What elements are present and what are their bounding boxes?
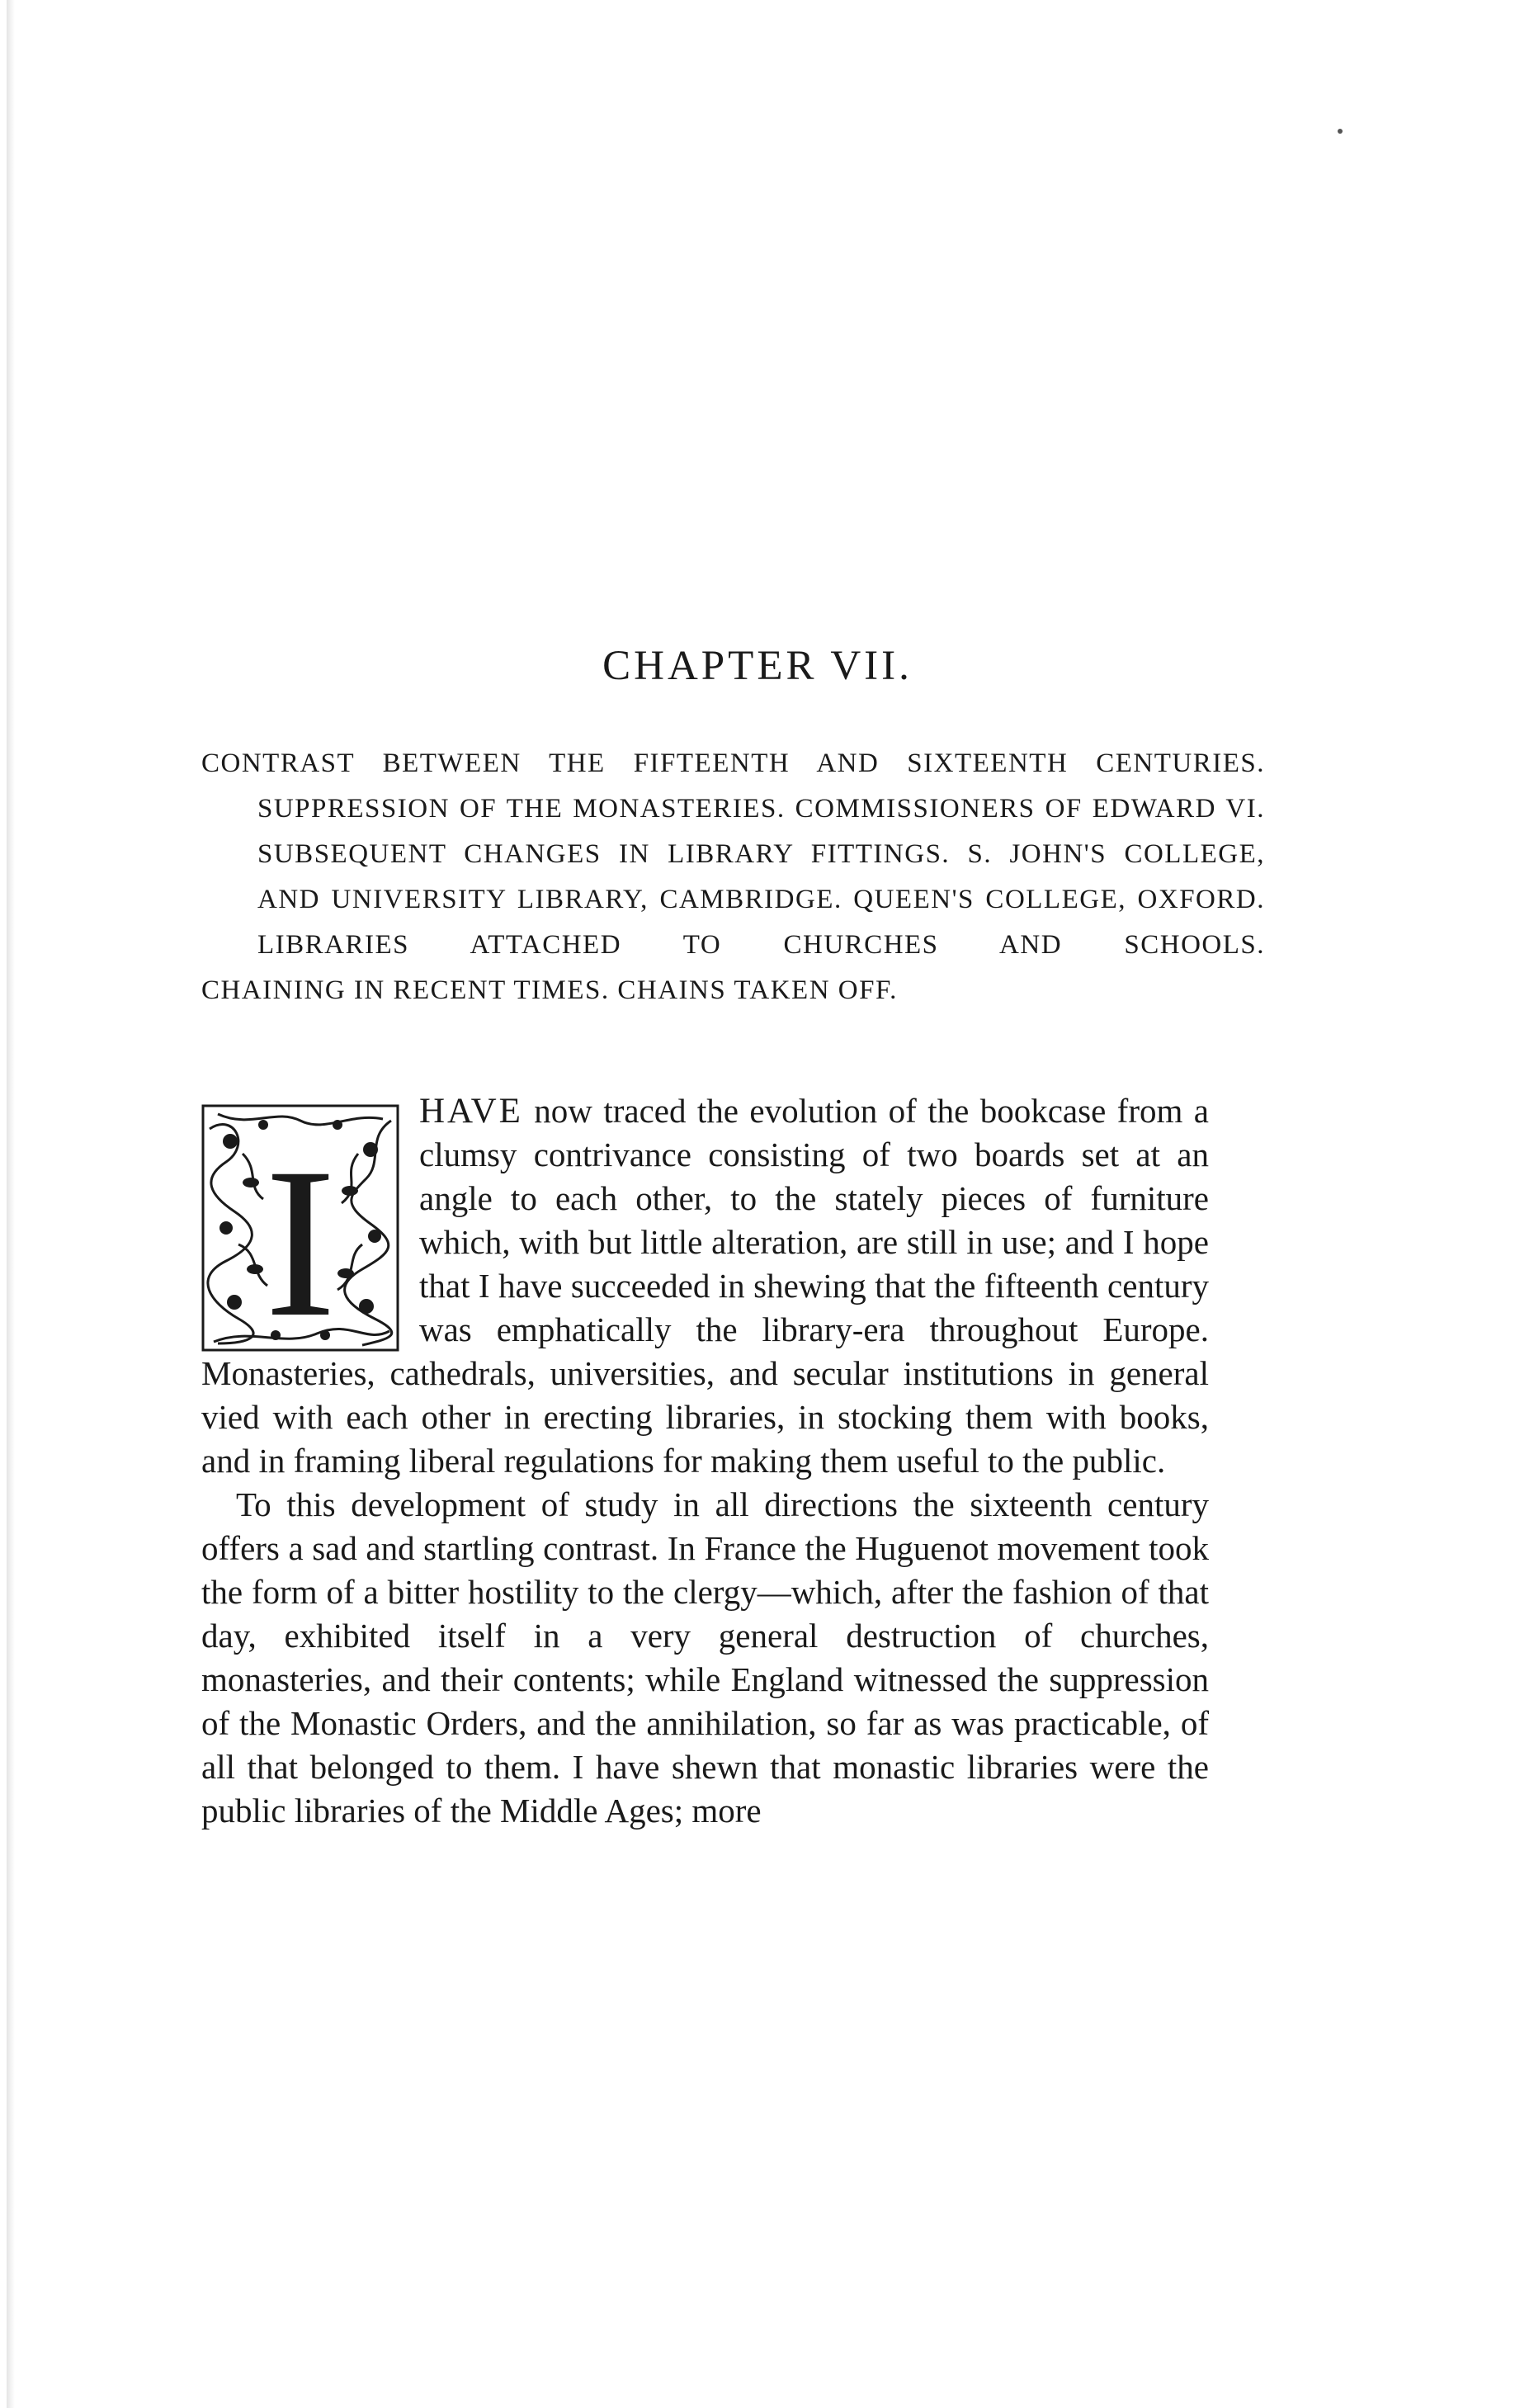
scan-shadow-edge	[7, 0, 15, 2408]
synopsis-last-line: CHAINING IN RECENT TIMES. CHAINS TAKEN OFF.	[201, 975, 898, 1005]
chapter-synopsis	[201, 741, 1265, 1013]
paragraph-2: To this development of study in all directions the sixteenth century offers a sad and startling contrast. In France the Huguenot movement took the form of a bitter hostility to the clergy—which, after the fashion of that day, exhibited itself in a very general destruction of churches, monasteries, and their contents; while England witnessed the suppression of the Monastic Orders, and the annihilation, so far as was practicable, of all that belonged to them. I have shewn that monastic libraries were the public libraries of the Middle Ages; more	[201, 1485, 1209, 1830]
decorated-initial-i-icon	[201, 1104, 399, 1352]
decorated-initial	[201, 1104, 399, 1352]
synopsis-text: CONTRAST BETWEEN THE FIFTEENTH AND SIXTEENTH CENTURIES. SUPPRESSION OF THE MONASTERIES. COMMISSIONERS OF EDWARD VI. SUBSEQUENT CHANGES IN LIBRARY FITTINGS. S. JOHN'S COLLEGE, AND UNIVERSITY LIBRARY, CAMBRIDGE. QUEEN'S COLLEGE, OXFORD. LIBRARIES ATTACHED TO CHURCHES AND SCHOOLS.	[201, 748, 1265, 960]
chapter-title: CHAPTER VII.	[602, 643, 913, 689]
paragraph-1-text: now traced the evolution of the bookcase from a clumsy contrivance consisting of two boards set at an angle to each other, to the stately pieces of furniture which, with but little alteration, are still in use; and I hope that I have succeeded in shewing that the fifteenth century was emphatically the library-era throughout Europe. Monasteries, cathedrals, universities, and secular institutions in general vied with each other in erecting libraries, in stocking them with books, and in framing liberal regulations for making them useful to the public.	[201, 1092, 1209, 1480]
opening-word: HAVE	[419, 1092, 523, 1131]
chapter-body	[201, 1089, 1209, 1833]
decorated-initial-letter: I	[264, 1124, 337, 1352]
ink-speck	[1338, 129, 1343, 134]
paragraph-1	[201, 1089, 1209, 1483]
